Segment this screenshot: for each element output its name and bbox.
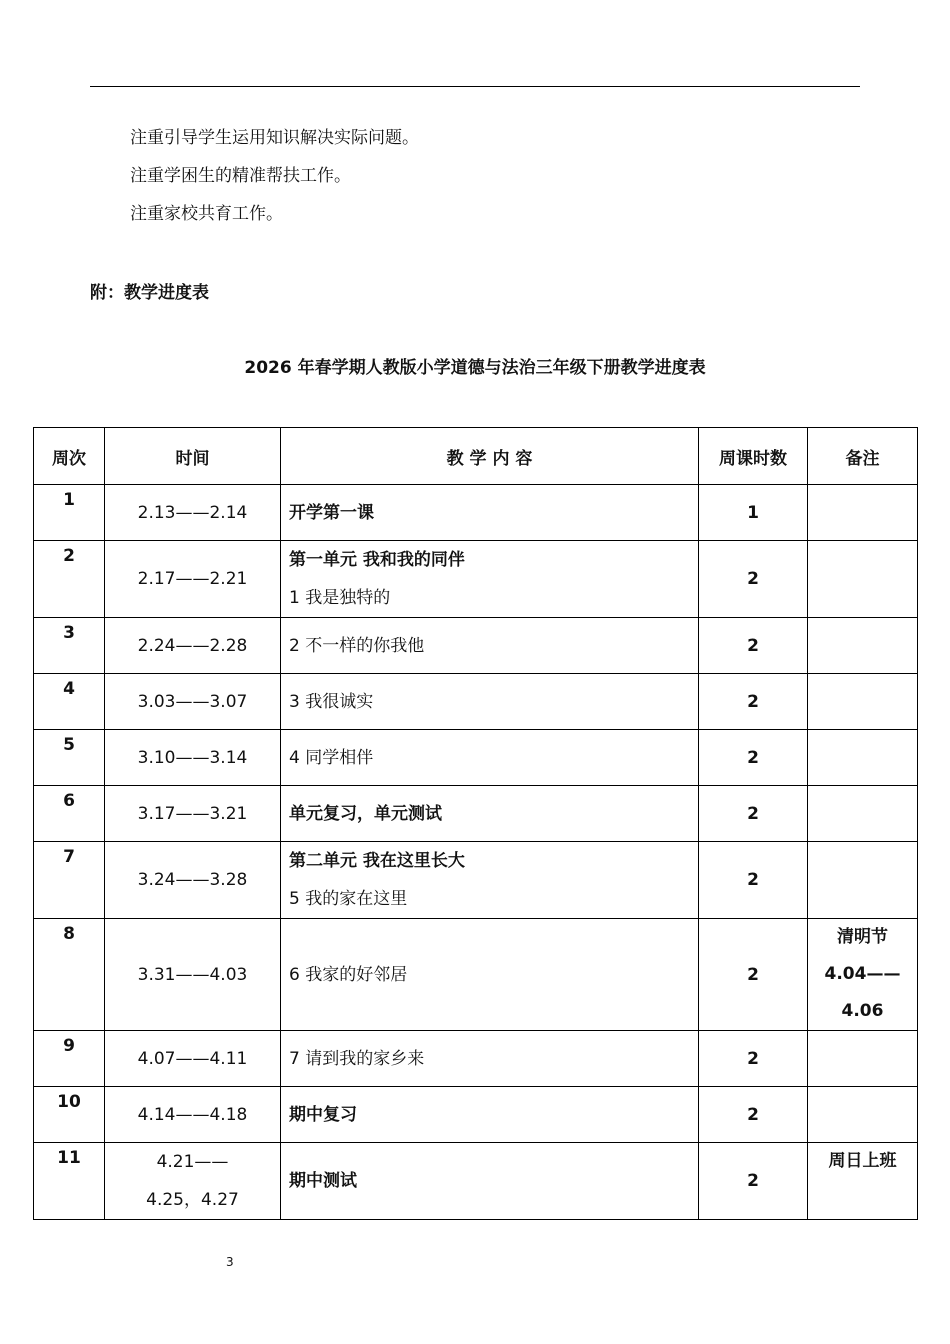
- content-heading: 期中复习: [289, 1104, 357, 1125]
- table-row: [34, 1087, 918, 1143]
- note-cell: [808, 1143, 918, 1220]
- table-row: [34, 919, 918, 1031]
- paragraph-2: 注重学困生的精准帮扶工作。: [130, 166, 351, 186]
- content-text: 2 不一样的你我他: [289, 635, 425, 656]
- time-cell: [105, 618, 281, 674]
- week-cell: 10: [34, 1087, 105, 1143]
- hours-cell: 1: [699, 485, 808, 541]
- hours-cell: 2: [699, 842, 808, 919]
- content-text: 4 同学相伴: [289, 747, 374, 768]
- page-number: 3: [226, 1255, 234, 1269]
- week-cell: 5: [34, 730, 105, 786]
- time-line: 2.17——2.21: [137, 569, 248, 589]
- week-cell: 8: [34, 919, 105, 1031]
- table-row: [34, 786, 918, 842]
- note-cell: [808, 485, 918, 541]
- header-time: 时间: [105, 428, 281, 485]
- table-row: [34, 674, 918, 730]
- content-heading: 期中测试: [289, 1171, 357, 1191]
- time-cell: [105, 730, 281, 786]
- hours-cell: 2: [699, 919, 808, 1031]
- week-cell: 6: [34, 786, 105, 842]
- content-heading: 第二单元 我在这里长大: [289, 851, 465, 871]
- content-cell: [281, 842, 699, 919]
- time-cell: [105, 1143, 281, 1220]
- content-cell: [281, 674, 699, 730]
- time-line: 3.24——3.28: [137, 870, 248, 890]
- hours-cell: 2: [699, 1031, 808, 1087]
- week-cell: 11: [34, 1143, 105, 1220]
- content-cell: [281, 541, 699, 618]
- week-cell: 9: [34, 1031, 105, 1087]
- table-header-row: [34, 428, 918, 485]
- table-row: [34, 730, 918, 786]
- time-cell: [105, 1031, 281, 1087]
- header-week: 周次: [34, 428, 105, 485]
- note-cell: [808, 730, 918, 786]
- time-line: 4.21——: [156, 1152, 229, 1172]
- week-cell: 2: [34, 541, 105, 618]
- content-cell: [281, 1087, 699, 1143]
- time-line: 2.24——2.28: [137, 635, 248, 656]
- time-line: 3.10——3.14: [137, 747, 248, 768]
- hours-cell: 2: [699, 1087, 808, 1143]
- time-cell: [105, 485, 281, 541]
- note-cell: [808, 541, 918, 618]
- note-cell: [808, 919, 918, 1031]
- content-heading: 单元复习，单元测试: [289, 803, 442, 824]
- time-cell: [105, 1087, 281, 1143]
- content-text: 1 我是独特的: [289, 588, 391, 608]
- content-heading: 开学第一课: [289, 502, 374, 523]
- content-text: 3 我很诚实: [289, 691, 374, 712]
- time-line: 3.31——4.03: [137, 964, 248, 985]
- content-text: 5 我的家在这里: [289, 889, 408, 909]
- header-note: 备注: [808, 428, 918, 485]
- content-text: 6 我家的好邻居: [289, 964, 408, 985]
- note-cell: [808, 786, 918, 842]
- time-cell: [105, 786, 281, 842]
- note-line: 4.06: [841, 1001, 884, 1021]
- content-heading: 第一单元 我和我的同伴: [289, 550, 465, 570]
- time-cell: [105, 842, 281, 919]
- note-cell: [808, 1031, 918, 1087]
- time-line: 2.13——2.14: [137, 502, 248, 523]
- note-cell: [808, 618, 918, 674]
- table-row: [34, 618, 918, 674]
- content-cell: [281, 786, 699, 842]
- hours-cell: 2: [699, 730, 808, 786]
- note-line: 周日上班: [828, 1151, 897, 1171]
- paragraph-1: 注重引导学生运用知识解决实际问题。: [130, 128, 419, 148]
- note-cell: [808, 674, 918, 730]
- time-cell: [105, 919, 281, 1031]
- content-cell: [281, 485, 699, 541]
- content-text: 7 请到我的家乡来: [289, 1048, 425, 1069]
- note-line: 清明节: [837, 927, 888, 947]
- table-row: [34, 842, 918, 919]
- content-cell: [281, 730, 699, 786]
- week-cell: 1: [34, 485, 105, 541]
- content-cell: [281, 1143, 699, 1220]
- time-line: 3.17——3.21: [137, 803, 248, 824]
- week-cell: 3: [34, 618, 105, 674]
- hours-cell: 2: [699, 618, 808, 674]
- table-row: [34, 1143, 918, 1220]
- appendix-label: 附：教学进度表: [90, 283, 209, 303]
- table-row: [34, 485, 918, 541]
- time-line: 3.03——3.07: [137, 691, 248, 712]
- time-cell: [105, 674, 281, 730]
- time-line: 4.07——4.11: [137, 1048, 248, 1069]
- week-cell: 4: [34, 674, 105, 730]
- note-cell: [808, 1087, 918, 1143]
- header-rule: [90, 86, 860, 87]
- header-hours: 周课时数: [699, 428, 808, 485]
- content-cell: [281, 919, 699, 1031]
- time-line: 4.25，4.27: [146, 1190, 239, 1210]
- hours-cell: 2: [699, 674, 808, 730]
- schedule-table: [33, 427, 918, 1220]
- hours-cell: 2: [699, 541, 808, 618]
- week-cell: 7: [34, 842, 105, 919]
- hours-cell: 2: [699, 1143, 808, 1220]
- content-cell: [281, 1031, 699, 1087]
- table-row: [34, 1031, 918, 1087]
- note-line: 4.04——: [824, 964, 901, 984]
- hours-cell: 2: [699, 786, 808, 842]
- time-cell: [105, 541, 281, 618]
- note-cell: [808, 842, 918, 919]
- content-cell: [281, 618, 699, 674]
- time-line: 4.14——4.18: [137, 1104, 248, 1125]
- table-title: 2026 年春学期人教版小学道德与法治三年级下册教学进度表: [244, 358, 706, 378]
- paragraph-3: 注重家校共育工作。: [130, 204, 283, 224]
- table-row: [34, 541, 918, 618]
- header-content: 教 学 内 容: [281, 428, 699, 485]
